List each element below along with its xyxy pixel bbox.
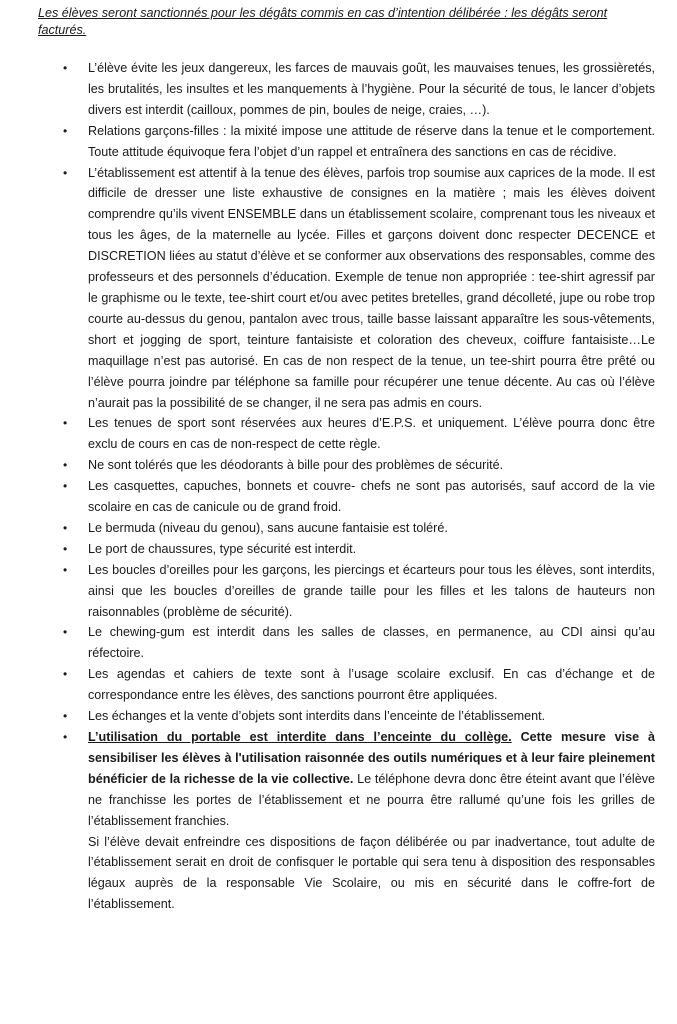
- rule-text: Les boucles d’oreilles pour les garçons, les piercings et écarteurs pour tous les élèves, sont interdits, ainsi que les boucles d’oreilles de grande taille pour les filles et les talons de hauteurs non raisonnables (problème de sécurité).: [88, 562, 655, 619]
- rule-deodorant: [63, 455, 655, 476]
- rule-text: Le chewing-gum est interdit dans les salles de classes, en permanence, au CDI ainsi qu’au réfectoire.: [88, 625, 655, 661]
- rule-chewing-gum: [63, 622, 655, 664]
- rule-shoes: [63, 539, 655, 560]
- rule-text: Relations garçons-filles : la mixité impose une attitude de réserve dans la tenue et le comportement. Toute attitude équivoque fera l’objet d’un rappel et entraînera des sanctions en cas de récidive.: [88, 123, 655, 159]
- rule-text: Le bermuda (niveau du genou), sans aucune fantaisie est toléré.: [88, 520, 448, 535]
- rule-text: Le port de chaussures, type sécurité est interdit.: [88, 541, 357, 556]
- rule-diaries: [63, 664, 655, 706]
- rule-text: L’établissement est attentif à la tenue des élèves, parfois trop soumise aux caprices de la mode. Il est difficile de dresser une liste exhaustive de consignes en la matière ; mais les élèves doivent comprendre qu’ils vivent ENSEMBLE dans un établissement scolaire, comprenant tous les niveaux et tous les âges, de la maternelle au lycée. Filles et garçons doivent donc respecter DECENCE et DISCRETION liées au statut d’élève et se conformer aux observations des responsables, comme des professeurs et des personnels d’éducation. Exemple de tenue non appropriée : tee-shirt agressif par le graphisme ou le texte, tee-shirt court et/ou avec petites bretelles, grand décolleté, jupe ou robe trop courte au-dessus du genou, pantalon avec trous, taille basse laissant apparaître les sous-vêtements, short et jogging de sport, teinture fantaisiste et coloration des cheveux, coiffure fantaisiste…Le maquillage n’est pas autorisé. En cas de non respect de la tenue, un tee-shirt pourra être prêté ou l’élève pourra joindre par téléphone sa famille pour récupérer une tenue décente. Au cas où l’élève n’aurait pas la possibilité de se changer, il ne sera pas admis en cours.: [88, 165, 655, 410]
- phone-rule-aim: Cette mesure vise à sensibiliser les élèves à l'utilisation raisonnée des outils numériques et à leur faire pleinement bénéficier de la richesse de la vie collective.: [88, 730, 656, 786]
- rule-behaviour: [63, 58, 655, 121]
- phone-rule-text: Le téléphone devra donc être éteint avant que l’élève ne franchisse les portes de l’établissement et ne pourra être rallumé qu’une fois les grilles de l’établissement franchies.: [88, 771, 655, 828]
- bullet-icon: •: [63, 416, 68, 431]
- bullet-icon: •: [63, 667, 68, 682]
- rule-text: Les tenues de sport sont réservées aux heures d’E.P.S. et uniquement. L’élève pourra donc être exclu de cours en cas de non-respect de cette règle.: [88, 416, 655, 452]
- bullet-icon: •: [63, 562, 68, 577]
- rule-text: Les agendas et cahiers de texte sont à l’usage scolaire exclusif. En cas d’échange et de correspondance entre les élèves, des sanctions pourront être appliquées.: [88, 667, 655, 703]
- bullet-icon: •: [63, 541, 68, 556]
- rule-text: Les échanges et la vente d’objets sont interdits dans l’enceinte de l’établissement.: [88, 709, 546, 724]
- bullet-icon: •: [63, 61, 68, 75]
- bullet-icon: •: [63, 458, 68, 473]
- rule-headwear: [63, 476, 655, 518]
- sanctions-heading: Les élèves seront sanctionnés pour les dégâts commis en cas d’intention délibérée : les dégâts seront facturés.: [38, 6, 608, 37]
- bullet-icon: •: [63, 165, 68, 180]
- rule-text: Les casquettes, capuches, bonnets et couvre- chefs ne sont pas autorisés, sauf accord de la vie scolaire en cas de canicule ou de grand froid.: [88, 479, 655, 515]
- rule-dress-code: [63, 163, 655, 414]
- rule-sportswear: [63, 413, 655, 455]
- rule-text: Ne sont tolérés que les déodorants à bille pour des problèmes de sécurité.: [88, 458, 504, 473]
- bullet-icon: •: [63, 479, 68, 494]
- phone-rule-title: L’utilisation du portable est interdite dans l’enceinte du collège.: [88, 730, 512, 744]
- bullet-icon: •: [63, 123, 68, 138]
- bullet-icon: •: [63, 625, 68, 640]
- rules-list: [63, 58, 656, 915]
- bullet-icon: •: [63, 520, 68, 535]
- rule-boys-girls: [63, 121, 655, 163]
- rule-bermuda: [63, 518, 655, 539]
- rule-jewellery: [63, 560, 655, 623]
- rule-text: L’élève évite les jeux dangereux, les farces de mauvais goût, les mauvaises tenues, les grossièretés, les brutalités, les insultes et les manquements à l’hygiène. Pour la sécurité de tous, le lancer d’objets divers est interdit (cailloux, pommes de pin, boules de neige, craies, …).: [88, 61, 655, 117]
- bullet-icon: •: [63, 709, 68, 724]
- rule-exchanges: [63, 706, 655, 727]
- bullet-icon: •: [63, 730, 68, 744]
- phone-rule-followup: Si l’élève devait enfreindre ces dispositions de façon délibérée ou par inadvertance, tout adulte de l’établissement serait en droit de confisquer le portable qui sera tenu à disposition des responsables légaux auprès de la responsable Vie Scolaire, ou mis en sécurité dans le coffre-fort de l’établissement.: [88, 834, 655, 912]
- rule-mobile-phone: [63, 727, 656, 915]
